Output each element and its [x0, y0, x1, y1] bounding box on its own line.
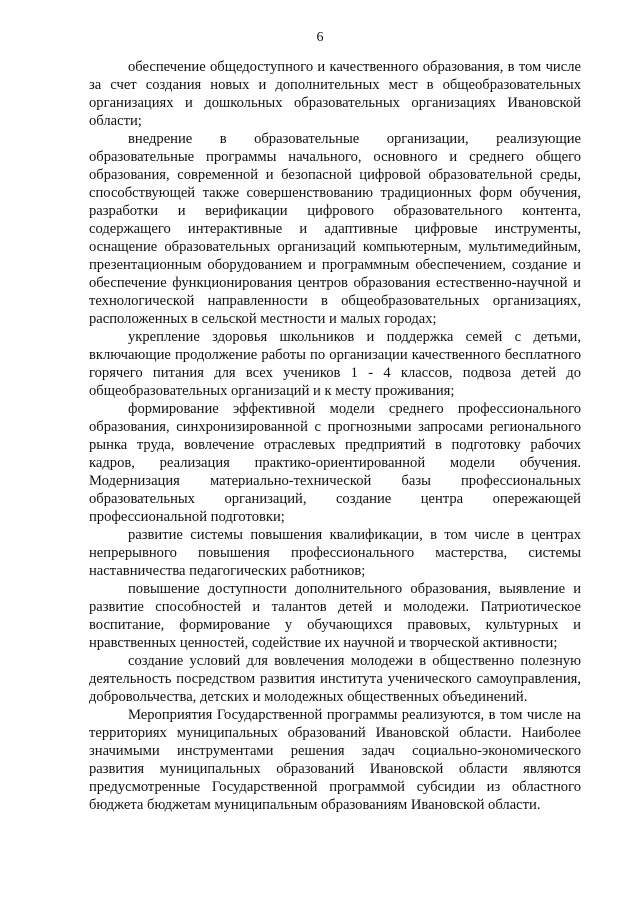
paragraph-teacher-qualification: развитие системы повышения квалификации, в том числе в центрах непрерывного повышения профессионального мастерства, системы наставничества педагогических работников;	[89, 527, 581, 579]
paragraph-additional-education: повышение доступности дополнительного образования, выявление и развитие способностей и талантов детей и молодежи. Патриотическое воспитание, формирование у обучающихся правовых, культурных и нравственных ценностей, содействие их научной и творческой активности;	[89, 581, 581, 651]
paragraph-general-education-access: обеспечение общедоступного и качественного образования, в том числе за счет создания новых и дополнительных мест в общеобразовательных организациях и дошкольных образовательных организациях Ивановской области;	[89, 59, 581, 129]
page-number: 6	[316, 30, 324, 45]
paragraph-youth-engagement: создание условий для вовлечения молодежи в общественно полезную деятельность посредством развития института ученического самоуправления, добровольчества, детских и молодежных общественных объединений.	[89, 653, 581, 705]
paragraph-digital-environment: внедрение в образовательные организации, реализующие образовательные программы начального, основного и среднего общего образования, современной и безопасной цифровой образовательной среды, способствующей также совершенствованию традиционных форм обучения, разработки и верификации цифрового образовательного контента, содержащего интерактивные и адаптивные цифровые инструменты, оснащение образовательных организаций компьютерным, мультимедийным, презентационным оборудованием и программным обеспечением, создание и обеспечение функционирования центров образования естественно-научной и технологической направленности в общеобразовательных организациях, расположенных в сельской местности и малых городах;	[89, 131, 581, 327]
paragraph-student-health: укрепление здоровья школьников и поддержка семей с детьми, включающие продолжение работы по организации качественного бесплатного горячего питания для всех учеников 1 - 4 классов, подвоза детей до общеобразовательных организаций и к месту проживания;	[89, 329, 581, 399]
paragraph-vocational-education: формирование эффективной модели среднего профессионального образования, синхронизированной с прогнозными запросами регионального рынка труда, вовлечение отраслевых предприятий в подготовку рабочих кадров, реализация практико-ориентированной модели обучения. Модернизация материально-технической базы профессиональных образовательных организаций, создание центра опережающей профессиональной подготовки;	[89, 401, 581, 525]
document-body	[89, 58, 581, 814]
paragraph-municipal-measures: Мероприятия Государственной программы реализуются, в том числе на территориях муниципальных образований Ивановской области. Наиболее значимыми инструментами решения задач социально-экономического развития муниципальных образований Ивановской области являются предусмотренные Государственной программой субсидии из областного бюджета бюджетам муниципальным образованиям Ивановской области.	[89, 707, 581, 813]
